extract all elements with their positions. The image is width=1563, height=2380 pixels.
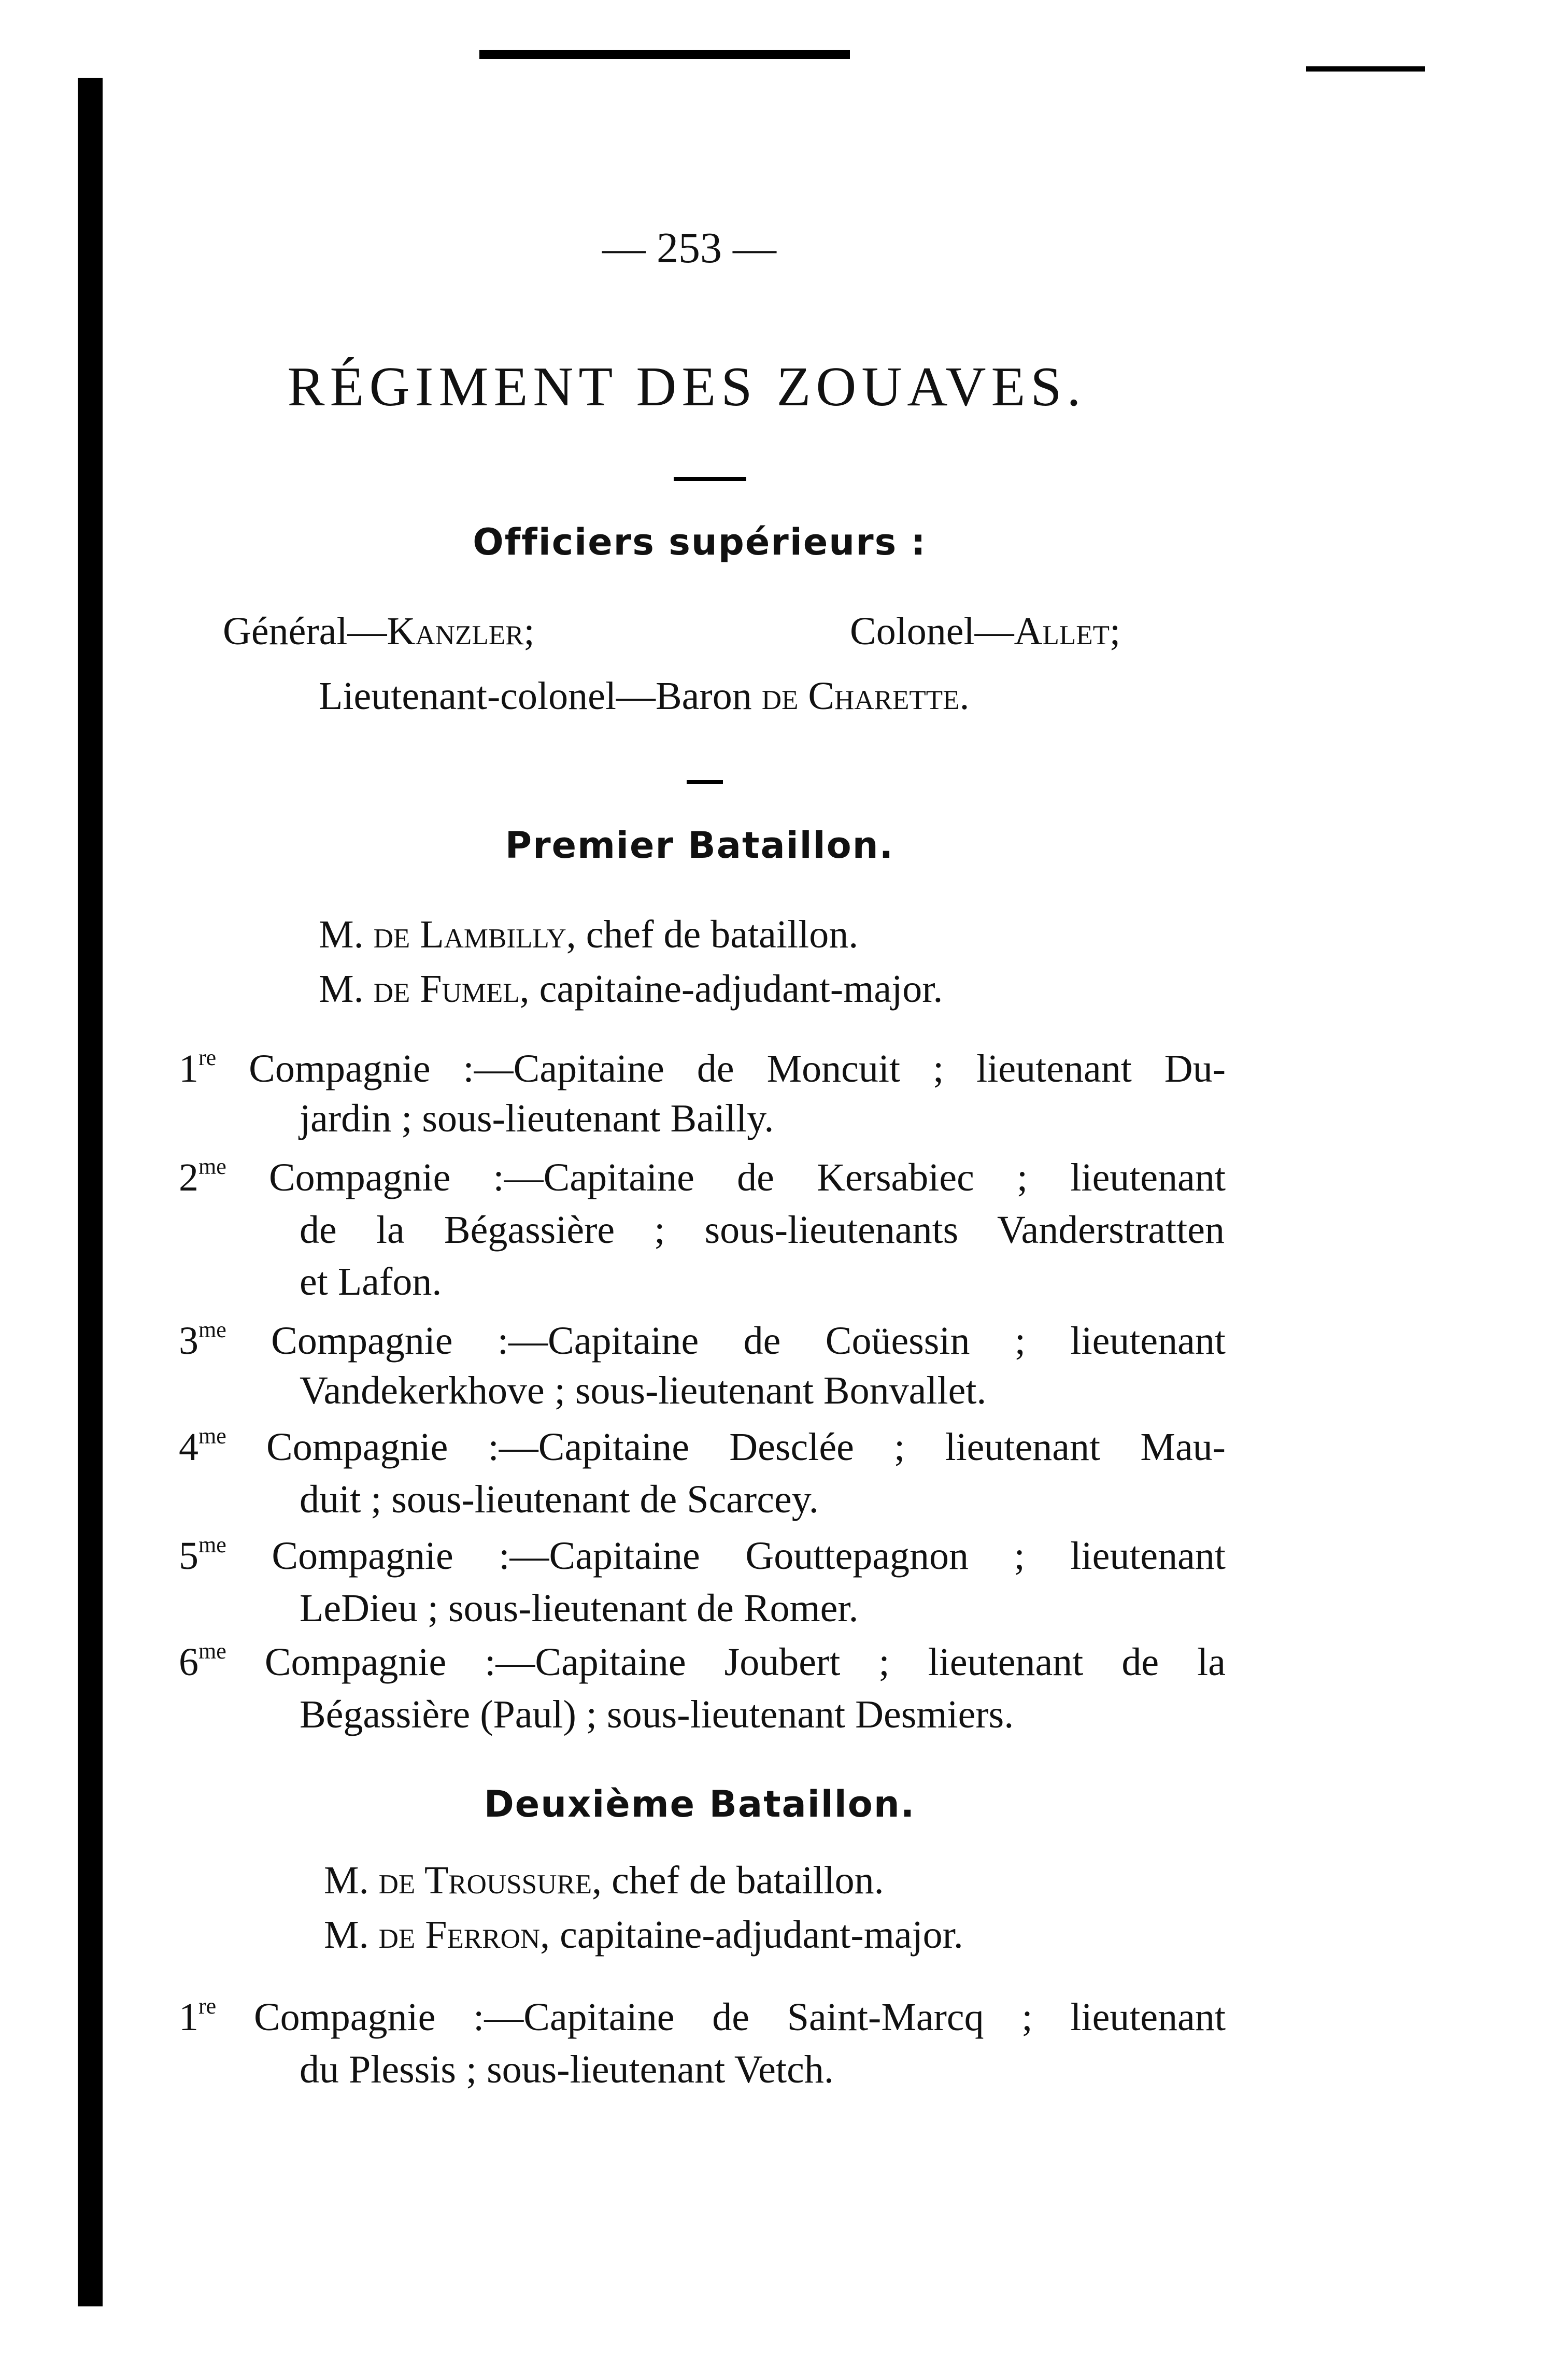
officer-line: M. de Troussure, chef de bataillon. (324, 1859, 884, 1902)
section-heading-officiers: Officiers supérieurs : (473, 521, 927, 563)
general-line: Général—Kanzler; (223, 610, 535, 653)
colonel-line: Colonel—Allet; (850, 610, 1121, 653)
top-rule-fragment (1306, 66, 1425, 72)
officer-line: M. de Lambilly, chef de bataillon. (319, 913, 859, 956)
divider (674, 477, 746, 481)
company-entry: $3^{me}$ Compagnie :—Capitaine de Coüessin ; lieutenant (179, 1317, 1226, 1363)
company-entry: $4^{me}$ Compagnie :—Capitaine Desclée ; lieutenant Mau- (179, 1423, 1226, 1469)
company-entry: 1re Compagnie :—Capitaine de Saint-Marcq ; lieutenant (179, 1993, 1226, 2039)
company-entry-continuation: Bégassière (Paul) ; sous-lieutenant Desmiers. (300, 1693, 1014, 1736)
section-heading-deuxieme-bataillon: Deuxième Bataillon. (484, 1783, 916, 1825)
lieutenant-colonel-line: Lieutenant-colonel—Baron de Charette. (319, 674, 970, 718)
company-entry: $6^{me}$ Compagnie :—Capitaine Joubert ; lieutenant de la (179, 1638, 1226, 1684)
divider (687, 780, 723, 784)
company-entry-continuation: du Plessis ; sous-lieutenant Vetch. (300, 2048, 834, 2091)
company-entry-continuation: jardin ; sous-lieutenant Bailly. (300, 1097, 774, 1140)
page-title: RÉGIMENT DES ZOUAVES. (287, 356, 1086, 418)
company-entry-continuation: de la Bégassière ; sous-lieutenants Vanderstratten (300, 1208, 1225, 1252)
top-rule (479, 50, 850, 59)
company-entry-continuation: Vandekerkhove ; sous-lieutenant Bonvallet. (300, 1369, 987, 1412)
general-name: Kanzler (387, 610, 524, 653)
officer-line: M. de Ferron, capitaine-adjudant-major. (324, 1913, 963, 1957)
company-entry: $5^{me}$ Compagnie :—Capitaine Gouttepagnon ; lieutenant (179, 1532, 1226, 1578)
company-entry-continuation: duit ; sous-lieutenant de Scarcey. (300, 1478, 819, 1521)
officer-line: M. de Fumel, capitaine-adjudant-major. (319, 967, 943, 1011)
colonel-name: Allet (1014, 610, 1110, 653)
company-entry-continuation: et Lafon. (300, 1260, 442, 1304)
company-entry: $2^{me}$ Compagnie :—Capitaine de Kersabiec ; lieutenant (179, 1154, 1226, 1199)
section-heading-premier-bataillon: Premier Bataillon. (505, 824, 894, 867)
company-entry: 1re Compagnie :—Capitaine de Moncuit ; lieutenant Du- (179, 1045, 1226, 1090)
page-number: — 253 — (602, 224, 776, 272)
company-entry-continuation: LeDieu ; sous-lieutenant de Romer. (300, 1586, 859, 1630)
lieutenant-colonel-name: de Charette (761, 674, 960, 718)
